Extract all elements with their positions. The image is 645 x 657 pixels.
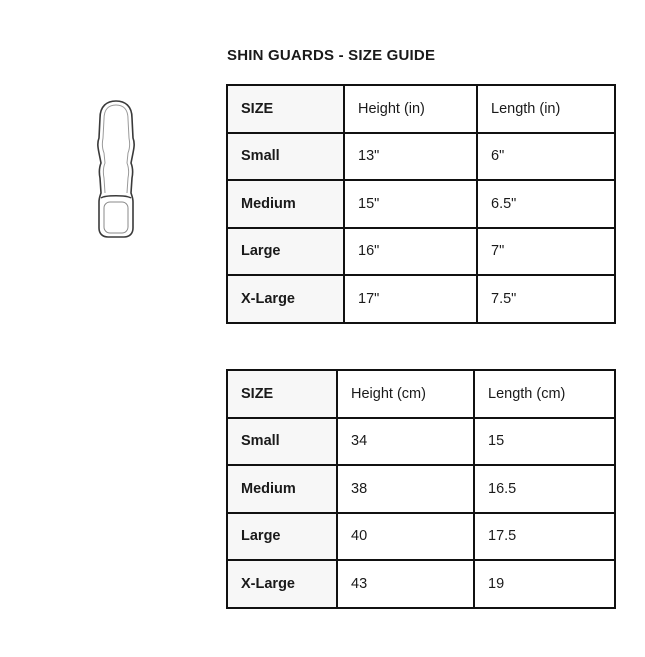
column-header-size: SIZE xyxy=(227,370,337,418)
length-cell: 7" xyxy=(477,228,615,276)
size-table-cm xyxy=(226,369,616,609)
column-header-size: SIZE xyxy=(227,85,344,133)
page-title: SHIN GUARDS - SIZE GUIDE xyxy=(227,47,436,64)
table-row xyxy=(227,560,615,608)
height-cell: 16" xyxy=(344,228,477,276)
size-table-inches xyxy=(226,84,616,324)
size-cell: X-Large xyxy=(227,560,337,608)
column-header-height: Height (cm) xyxy=(337,370,474,418)
height-cell: 34 xyxy=(337,418,474,466)
length-cell: 17.5 xyxy=(474,513,615,561)
table-row xyxy=(227,228,615,276)
size-cell: Large xyxy=(227,228,344,276)
length-cell: 7.5" xyxy=(477,275,615,323)
table-header-row xyxy=(227,85,615,133)
length-cell: 6" xyxy=(477,133,615,181)
height-cell: 43 xyxy=(337,560,474,608)
length-cell: 15 xyxy=(474,418,615,466)
table-row xyxy=(227,513,615,561)
table-row xyxy=(227,275,615,323)
size-cell: Medium xyxy=(227,465,337,513)
length-cell: 19 xyxy=(474,560,615,608)
table-row xyxy=(227,133,615,181)
size-cell: X-Large xyxy=(227,275,344,323)
height-cell: 13" xyxy=(344,133,477,181)
size-cell: Small xyxy=(227,418,337,466)
size-cell: Large xyxy=(227,513,337,561)
size-cell: Medium xyxy=(227,180,344,228)
length-cell: 6.5" xyxy=(477,180,615,228)
column-header-length: Length (in) xyxy=(477,85,615,133)
shin-guard-icon xyxy=(95,98,137,240)
table-header-row xyxy=(227,370,615,418)
height-cell: 40 xyxy=(337,513,474,561)
column-header-height: Height (in) xyxy=(344,85,477,133)
table-row xyxy=(227,465,615,513)
height-cell: 15" xyxy=(344,180,477,228)
table-row xyxy=(227,418,615,466)
length-cell: 16.5 xyxy=(474,465,615,513)
column-header-length: Length (cm) xyxy=(474,370,615,418)
height-cell: 38 xyxy=(337,465,474,513)
table-row xyxy=(227,180,615,228)
height-cell: 17" xyxy=(344,275,477,323)
size-cell: Small xyxy=(227,133,344,181)
